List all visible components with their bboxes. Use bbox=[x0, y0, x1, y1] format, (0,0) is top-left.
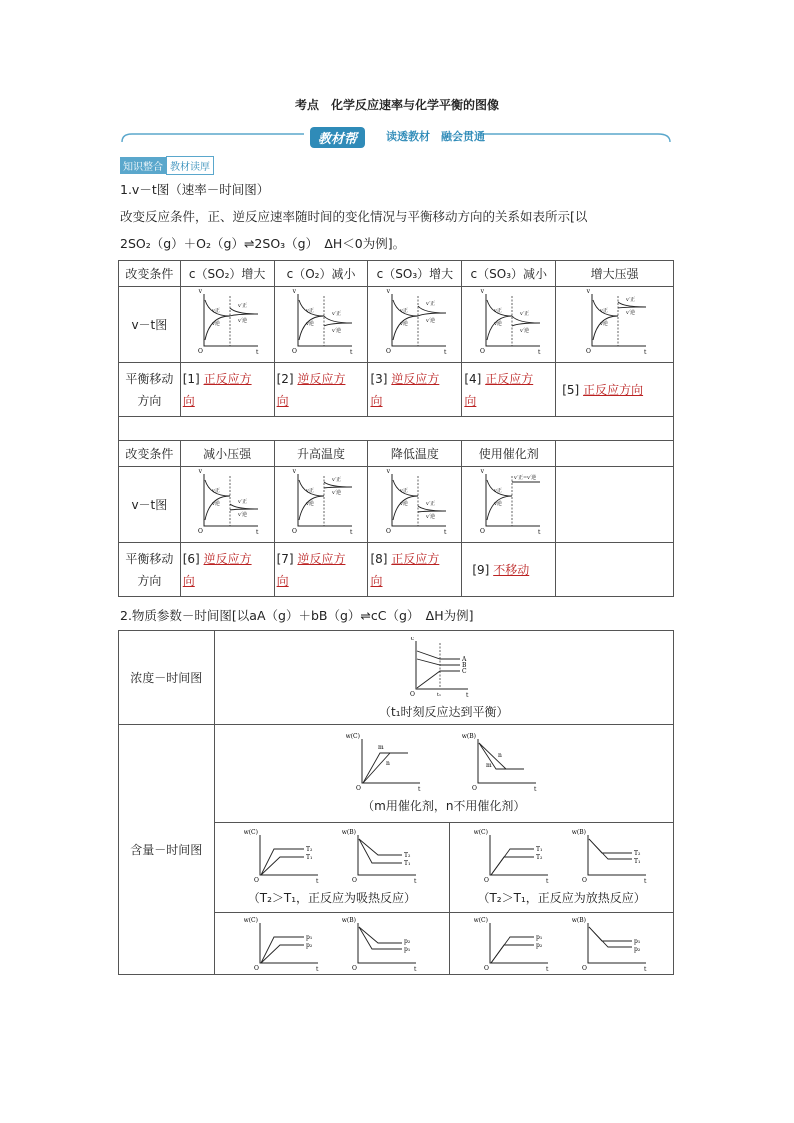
y-axis-label: v bbox=[480, 468, 484, 475]
v-reverse-label: v逆 bbox=[493, 321, 502, 327]
v-forward-new-label: v′正 bbox=[332, 477, 342, 483]
v-reverse-label: v逆 bbox=[399, 501, 408, 507]
origin-label: O bbox=[292, 528, 297, 535]
origin-label: O bbox=[409, 691, 415, 697]
y-axis-label: v bbox=[386, 288, 390, 295]
y-axis-label: w(B) bbox=[571, 829, 586, 836]
blank-num-8: [8] bbox=[370, 551, 388, 566]
axes bbox=[478, 739, 536, 783]
x-axis-label: t bbox=[537, 529, 541, 536]
x-axis-label: t bbox=[533, 786, 537, 791]
v-reverse-label: v逆 bbox=[306, 321, 314, 327]
v-reverse-new-curve bbox=[512, 316, 540, 323]
knowledge-tag-right: 教材读厚 bbox=[166, 156, 214, 175]
y-axis-label: w(B) bbox=[341, 916, 356, 924]
curve-label-1: m bbox=[377, 744, 384, 751]
v-forward-label: v正 bbox=[306, 308, 314, 314]
curve-1 bbox=[261, 937, 304, 963]
v-reverse-new-label: v′逆 bbox=[238, 318, 248, 324]
x-axis-label: t bbox=[643, 349, 647, 356]
curve-2 bbox=[359, 839, 402, 855]
curve-B bbox=[417, 659, 460, 665]
curve-label-1: T₂ bbox=[633, 850, 641, 857]
origin-label: O bbox=[198, 348, 204, 355]
y-axis-label: w(C) bbox=[345, 733, 360, 740]
v-forward-new-label: v′正 bbox=[425, 501, 435, 507]
v-reverse-curve bbox=[593, 316, 618, 340]
curve-2 bbox=[589, 927, 632, 947]
v-forward-label: v正 bbox=[212, 488, 220, 494]
blank-num-7: [7] bbox=[276, 551, 294, 566]
origin-label: O bbox=[483, 877, 489, 883]
y-axis-label: w(C) bbox=[243, 916, 258, 924]
condition-7: 升高温度 bbox=[274, 441, 368, 467]
curve-label-1: p₂ bbox=[403, 937, 411, 945]
condition-1: c（SO₂）增大 bbox=[180, 261, 274, 287]
endo-caption: （T₂＞T₁，正反应为吸热反应） bbox=[247, 891, 417, 905]
v-reverse-new-curve bbox=[418, 511, 446, 512]
v-forward-label: v正 bbox=[493, 308, 502, 314]
label-C: C bbox=[461, 668, 467, 675]
curve-label-2: n bbox=[497, 752, 502, 759]
axes bbox=[298, 474, 352, 526]
origin-label: O bbox=[483, 964, 489, 971]
content-time-label: 含量－时间图 bbox=[119, 725, 215, 975]
answer-1b: 向 bbox=[182, 393, 195, 408]
v-forward-new-label: v′正 bbox=[332, 311, 342, 317]
row-label-graph-2: v－t图 bbox=[119, 467, 181, 543]
origin-label: O bbox=[585, 348, 591, 355]
v-forward-label: v正 bbox=[306, 488, 314, 494]
vt-graph-7 bbox=[286, 468, 356, 538]
curve-2 bbox=[589, 839, 632, 859]
origin-label: O bbox=[253, 964, 259, 971]
v-reverse-new-curve bbox=[230, 314, 258, 316]
v-forward-new-label: v′正 bbox=[519, 311, 529, 317]
label-B: B bbox=[461, 662, 467, 669]
x-axis-label: t bbox=[545, 878, 549, 883]
curve-1 bbox=[261, 849, 304, 875]
y-axis-label: w(B) bbox=[341, 829, 356, 836]
x-axis-label: t bbox=[413, 878, 417, 883]
origin-label: O bbox=[385, 348, 391, 355]
answer-8b: 向 bbox=[370, 573, 383, 588]
x-axis-label: t bbox=[443, 349, 447, 356]
knowledge-tag-left: 知识整合 bbox=[120, 157, 166, 174]
v-reverse-curve bbox=[299, 316, 324, 340]
origin-label: O bbox=[479, 528, 485, 535]
exo-wb-graph bbox=[572, 829, 650, 883]
v-forward-label: v正 bbox=[212, 308, 220, 314]
v-reverse-curve bbox=[299, 496, 324, 520]
x-axis-label: t bbox=[413, 965, 417, 971]
origin-label: O bbox=[581, 964, 587, 971]
blank-num-4: [4] bbox=[464, 371, 482, 386]
curve-label-2: p₂ bbox=[633, 945, 640, 953]
axes bbox=[204, 474, 258, 526]
vt-graph-8 bbox=[380, 468, 450, 538]
v-forward-label: v正 bbox=[399, 308, 408, 314]
answer-6: 逆反应方 bbox=[203, 551, 252, 566]
v-forward-label: v正 bbox=[599, 308, 608, 314]
v-reverse-new-label: v′逆 bbox=[625, 310, 635, 316]
axes bbox=[392, 294, 446, 346]
v-reverse-label: v逆 bbox=[399, 321, 408, 327]
row-label-shift-3: 平衡移动 bbox=[125, 551, 174, 566]
answer-8: 正反应方 bbox=[391, 551, 440, 566]
curve-label-1: p₁ bbox=[633, 937, 640, 945]
row-label-shift-2: 方向 bbox=[137, 393, 162, 408]
origin-label: O bbox=[581, 877, 587, 883]
y-axis-label: v bbox=[198, 288, 203, 295]
x-axis-label: t bbox=[545, 965, 549, 971]
v-forward-new-curve bbox=[324, 316, 352, 323]
pressure-wb-graph-2 bbox=[572, 917, 650, 971]
y-axis-label: v bbox=[198, 468, 203, 475]
v-forward-new-label: v′正 bbox=[238, 303, 248, 309]
v-forward-new-label: v′正 bbox=[425, 301, 435, 307]
blank-num-3: [3] bbox=[370, 371, 388, 386]
x-axis-label: t bbox=[643, 965, 647, 971]
answer-7: 逆反应方 bbox=[297, 551, 346, 566]
axes bbox=[298, 294, 352, 346]
condition-9: 使用催化剂 bbox=[462, 441, 556, 467]
page-title: 考点 化学反应速率与化学平衡的图像 bbox=[294, 98, 499, 112]
v-reverse-curve bbox=[205, 496, 230, 520]
v-reverse-curve bbox=[487, 496, 512, 520]
section1-heading: 1.v－t图（速率－时间图） bbox=[120, 182, 270, 197]
curve-label-1: T₂ bbox=[305, 846, 313, 853]
condition-4: c（SO₃）减小 bbox=[462, 261, 556, 287]
curve-2 bbox=[359, 927, 402, 943]
exo-caption: （T₂＞T₁，正反应为放热反应） bbox=[477, 891, 646, 905]
catalyst-caption: （m用催化剂，n不用催化剂） bbox=[362, 799, 526, 813]
v-reverse-new-label: v′逆 bbox=[519, 328, 529, 334]
curve-2 bbox=[491, 937, 534, 963]
y-axis-label: v bbox=[292, 288, 297, 295]
y-axis-label: w(C) bbox=[473, 916, 488, 924]
x-axis-label: t bbox=[443, 529, 447, 536]
x-axis-label: t bbox=[315, 878, 319, 883]
pressure-wb-graph-1 bbox=[342, 917, 420, 971]
curve-label-2: p₂ bbox=[305, 941, 313, 949]
endo-wc-graph bbox=[244, 829, 322, 883]
y-axis-label: v bbox=[480, 288, 484, 295]
blank-num-2: [2] bbox=[276, 371, 294, 386]
curve-label-1: T₂ bbox=[403, 852, 411, 859]
section2-heading: 2.物质参数－时间图[以aA（g）＋bB（g）⇌cC（g） ΔH为例] bbox=[120, 608, 474, 623]
curve-label-2: p₂ bbox=[535, 941, 542, 949]
v-reverse-new-curve bbox=[324, 323, 352, 326]
y-axis-label: v bbox=[292, 468, 297, 475]
y-axis-label: c bbox=[410, 637, 414, 642]
v-reverse-curve bbox=[393, 316, 418, 340]
conc-time-label: 浓度－时间图 bbox=[119, 631, 215, 725]
row-label-shift-4: 方向 bbox=[137, 573, 162, 588]
x-axis-label: t bbox=[350, 529, 353, 536]
v-reverse-label: v逆 bbox=[599, 321, 608, 327]
v-forward-label: v正 bbox=[493, 488, 502, 494]
x-axis-label: t bbox=[315, 965, 319, 971]
y-axis-label: w(C) bbox=[473, 829, 488, 836]
curve-label-2: p₁ bbox=[403, 945, 411, 953]
curve-label-2: T₂ bbox=[535, 854, 543, 861]
banner-tagline: 读透教材 融会贯通 bbox=[386, 130, 485, 143]
curve-1 bbox=[359, 839, 402, 863]
catalyst-wb-graph bbox=[462, 733, 542, 791]
answer-4b: 向 bbox=[464, 393, 477, 408]
blank-num-5: [5] bbox=[562, 382, 580, 397]
curve-2 bbox=[479, 743, 506, 769]
origin-label: O bbox=[355, 785, 361, 791]
row-label-graph: v－t图 bbox=[119, 287, 181, 363]
answer-6b: 向 bbox=[182, 573, 195, 588]
v-reverse-new-label: v′逆 bbox=[425, 318, 435, 324]
catalyst-wc-graph bbox=[346, 733, 426, 791]
v-reverse-new-curve bbox=[418, 306, 446, 313]
origin-label: O bbox=[351, 964, 357, 971]
conc-time-graph bbox=[404, 637, 484, 697]
curve-C bbox=[417, 671, 460, 688]
v-reverse-label: v逆 bbox=[493, 501, 502, 507]
y-axis-label: w(B) bbox=[571, 916, 586, 924]
blank-num-9: [9] bbox=[472, 562, 490, 577]
section1-intro-1: 改变反应条件，正、逆反应速率随时间的变化情况与平衡移动方向的关系如表所示[以 bbox=[120, 209, 588, 224]
curve-label-2: T₁ bbox=[633, 858, 641, 865]
vt-table bbox=[118, 260, 674, 597]
conc-caption: （t₁时刻反应达到平衡） bbox=[379, 705, 509, 719]
vt-graph-9 bbox=[474, 468, 544, 538]
vt-graph-6 bbox=[192, 468, 262, 538]
vt-graph-2 bbox=[286, 288, 356, 358]
v-forward-new-curve bbox=[512, 323, 540, 326]
answer-3b: 向 bbox=[370, 393, 383, 408]
answer-4: 正反应方 bbox=[485, 371, 534, 386]
y-axis-label: v bbox=[386, 468, 390, 475]
origin-label: O bbox=[253, 877, 259, 883]
origin-label: O bbox=[351, 877, 357, 883]
v-reverse-label: v逆 bbox=[212, 501, 220, 507]
curve-2 bbox=[261, 857, 304, 875]
y-axis-label: w(B) bbox=[461, 733, 476, 740]
curve-label-1: m bbox=[485, 762, 492, 769]
x-axis-label: t bbox=[537, 349, 541, 356]
banner-badge: 教材帮 bbox=[310, 127, 365, 148]
answer-9: 不移动 bbox=[493, 562, 530, 577]
curve-label-1: T₁ bbox=[535, 846, 543, 853]
curve-label-2: T₁ bbox=[305, 854, 313, 861]
axes bbox=[362, 739, 420, 783]
condition-8: 降低温度 bbox=[368, 441, 462, 467]
blank-num-1: [1] bbox=[182, 371, 200, 386]
curve-2 bbox=[491, 849, 534, 875]
curve-1 bbox=[359, 927, 402, 949]
vt-graph-1 bbox=[192, 288, 262, 358]
origin-label: O bbox=[471, 785, 477, 791]
condition-6: 减小压强 bbox=[180, 441, 274, 467]
v-reverse-label: v逆 bbox=[306, 501, 314, 507]
v-reverse-curve bbox=[205, 316, 230, 340]
v-reverse-new-label: v′逆 bbox=[425, 514, 435, 520]
pressure-wc-graph-1 bbox=[244, 917, 322, 971]
condition-5: 增大压强 bbox=[556, 261, 674, 287]
vt-graph-4 bbox=[474, 288, 544, 358]
curve-A bbox=[417, 651, 460, 659]
axes bbox=[592, 294, 646, 346]
label-t1: t₁ bbox=[436, 692, 441, 697]
x-axis-label: t bbox=[465, 692, 469, 697]
v-reverse-curve bbox=[487, 316, 512, 340]
v-forward-new-curve bbox=[418, 313, 446, 316]
v-reverse-new-label: v′逆 bbox=[238, 512, 248, 518]
x-axis-label: t bbox=[417, 786, 421, 791]
answer-7b: 向 bbox=[276, 573, 289, 588]
condition-3: c（SO₃）增大 bbox=[368, 261, 462, 287]
axes bbox=[392, 474, 446, 526]
axes bbox=[486, 294, 540, 346]
curve-label-1: p₁ bbox=[535, 933, 542, 941]
curve-2 bbox=[261, 945, 304, 963]
endo-wb-graph bbox=[342, 829, 420, 883]
v-forward-label: v正 bbox=[399, 488, 408, 494]
v-reverse-new-curve bbox=[618, 307, 646, 308]
row-label-condition-2: 改变条件 bbox=[119, 441, 181, 467]
pressure-wc-graph-2 bbox=[474, 917, 552, 971]
x-axis-label: t bbox=[256, 529, 259, 536]
blank-num-6: [6] bbox=[182, 551, 200, 566]
origin-label: O bbox=[479, 348, 485, 355]
content-time-table bbox=[118, 630, 674, 975]
condition-2: c（O₂）减小 bbox=[274, 261, 368, 287]
knowledge-tag bbox=[120, 156, 214, 175]
section-banner bbox=[118, 124, 674, 148]
x-axis-label: t bbox=[643, 878, 647, 883]
v-reverse-new-label: v′逆 bbox=[332, 328, 342, 334]
answer-2b: 向 bbox=[276, 393, 289, 408]
v-forward-new-label: v′正 bbox=[238, 499, 248, 505]
v-reverse-label: v逆 bbox=[212, 321, 220, 327]
answer-2: 逆反应方 bbox=[297, 371, 346, 386]
section1-intro-2: 2SO₂（g）＋O₂（g）⇌2SO₃（g） ΔH＜0为例]。 bbox=[120, 236, 406, 251]
v-forward-new-label: v′正 bbox=[625, 297, 635, 303]
y-axis-label: w(C) bbox=[243, 829, 258, 836]
x-axis-label: t bbox=[256, 349, 259, 356]
v-reverse-new-label: v′逆 bbox=[332, 490, 342, 496]
origin-label: O bbox=[198, 528, 204, 535]
vt-graph-3 bbox=[380, 288, 450, 358]
origin-label: O bbox=[292, 348, 297, 355]
label-A: A bbox=[461, 656, 467, 663]
row-label-shift-1: 平衡移动 bbox=[125, 371, 174, 386]
vt-graph-5 bbox=[580, 288, 650, 358]
v-reverse-curve bbox=[393, 496, 418, 520]
answer-3: 逆反应方 bbox=[391, 371, 440, 386]
answer-1: 正反应方 bbox=[203, 371, 252, 386]
origin-label: O bbox=[385, 528, 391, 535]
y-axis-label: v bbox=[586, 288, 590, 295]
v-catalyst-label: v′正=v′逆 bbox=[513, 475, 536, 481]
curve-label-2: n bbox=[385, 760, 390, 767]
curve-2 bbox=[363, 753, 390, 783]
x-axis-label: t bbox=[350, 349, 353, 356]
exo-wc-graph bbox=[474, 829, 552, 883]
curve-label-2: T₁ bbox=[403, 860, 411, 867]
curve-label-1: p₁ bbox=[305, 933, 313, 941]
row-label-condition: 改变条件 bbox=[119, 261, 181, 287]
answer-5: 正反应方向 bbox=[583, 382, 644, 397]
axes bbox=[204, 294, 258, 346]
